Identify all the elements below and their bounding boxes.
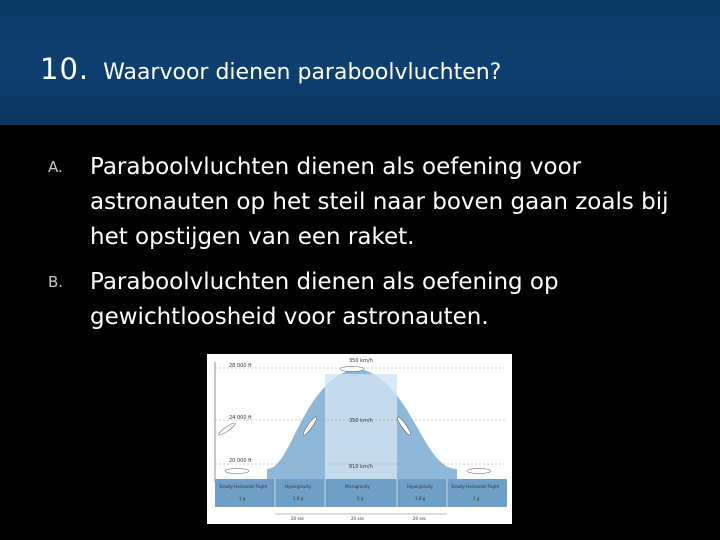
phase-g: 1 g bbox=[239, 496, 246, 501]
option-marker: A. bbox=[48, 158, 63, 176]
option-text: Paraboolvluchten dienen als oefening op gewichtloosheid voor astronauten. bbox=[90, 269, 559, 330]
altitude-label: 20 000 ft bbox=[229, 458, 252, 464]
bottom-speed-label: 810 km/h bbox=[349, 464, 373, 470]
altitude-label: 24 000 ft bbox=[229, 415, 252, 421]
phase-name: Steady Horizontal Flight bbox=[451, 484, 500, 489]
option-text: Paraboolvluchten dienen als oefening voor astronauten op het steil naar boven gaan zoals bij het opstijgen van een raket. bbox=[90, 154, 669, 250]
parabolic-flight-diagram bbox=[207, 354, 512, 524]
altitude-label: 28 000 ft bbox=[229, 363, 252, 369]
diagram-svg bbox=[207, 354, 512, 524]
phase-name: Steady Horizontal Flight bbox=[219, 484, 268, 489]
duration-label: 20 sec bbox=[291, 516, 305, 521]
phase-g: 1 g bbox=[473, 496, 480, 501]
phase-g: 0 g bbox=[357, 496, 364, 501]
phase-name: Hypergravity bbox=[285, 484, 311, 489]
phase-g: 1.8 g bbox=[415, 496, 426, 501]
phase-g: 1.8 g bbox=[293, 496, 304, 501]
slide-title bbox=[40, 52, 501, 86]
phase-name: Microgravity bbox=[345, 484, 370, 489]
duration-label: 20 sec bbox=[413, 516, 427, 521]
title-bar bbox=[0, 0, 720, 125]
duration-label: 20 sec bbox=[351, 516, 365, 521]
phase-name: Hypergravity bbox=[407, 484, 433, 489]
top-speed-label: 350 km/h bbox=[349, 358, 373, 364]
option-marker: B. bbox=[48, 273, 64, 291]
question-text: Waarvoor dienen paraboolvluchten? bbox=[103, 60, 502, 85]
mid-speed-label: 350 km/h bbox=[349, 418, 373, 424]
question-number: 10. bbox=[40, 52, 90, 86]
